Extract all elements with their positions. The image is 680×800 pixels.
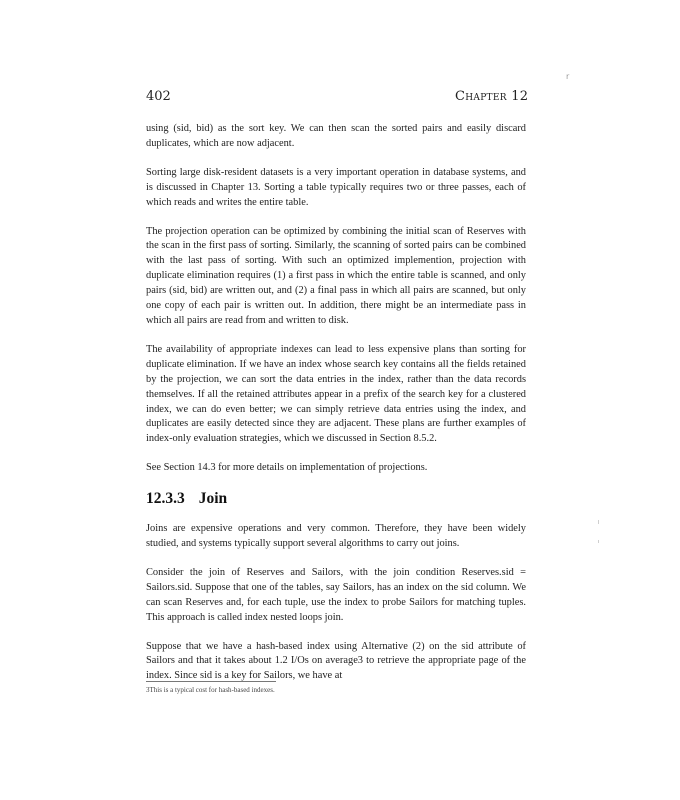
- footnote-rule: [146, 681, 276, 682]
- page-number: 402: [146, 89, 171, 104]
- section-heading: [146, 490, 526, 508]
- paragraph-sort-key: using (sid, bid) as the sort key. We can then scan the sorted pairs and easily discard duplicates, which are now adjacent.: [146, 123, 526, 149]
- chapter-header: Chapter 12: [455, 89, 529, 104]
- paragraph-joins: Joins are expensive operations and very common. Therefore, they have been widely studied, and systems typically support several algorithms to carry out joins.: [146, 523, 526, 550]
- scan-speck: [598, 540, 599, 543]
- paragraph-index-nested-loops: Consider the join of Reserves and Sailors, with the join condition Reserves.sid = Sailors.sid. Suppose that one of the tables, say Sailors, has an index on the sid column. We can scan Reserves and, for each tuple, use the index to probe Sailors for matching tuples. This approach is called index nested loops join.: [146, 566, 526, 623]
- footnote: 3This is a typical cost for hash-based indexes.: [146, 686, 275, 694]
- paragraph-projection: The projection operation can be optimized by combining the initial scan of Reserves with the scan in the first pass of sorting. Similarly, the scanning of sorted pairs can be combined with the last pass of sorting. With such an optimized implemention, projection with duplicate elimination requires (1) a first pass in which the entire table is scanned, and only pairs (sid, bid) are written out, and (2) a final pass in which all pairs are scanned, but only one copy of each pair is written out. In addition, there might be an intermediate pass in which all pairs are read from and written to disk.: [146, 225, 526, 326]
- paragraph-sorting: Sorting large disk-resident datasets is a very important operation in database systems, and is discussed in Chapter 13. Sorting a table typically requires two or three passes, each of which reads and writes the entire table.: [146, 166, 526, 208]
- page-body: [146, 122, 526, 698]
- paragraph-hash-index: Suppose that we have a hash-based index using Alternative (2) on the sid attribute of Sailors and that it takes about 1.2 I/Os on average3 to retrieve the appropriate page of the index. Since sid is a key for Sailors, we have at: [146, 640, 526, 682]
- section-title: Join: [198, 490, 228, 508]
- section-number: 12.3.3: [146, 490, 185, 508]
- margin-mark: r: [566, 72, 570, 81]
- scan-speck: [598, 520, 599, 524]
- paragraph-see-section: See Section 14.3 for more details on implementation of projections.: [146, 462, 428, 474]
- paragraph-indexes: The availability of appropriate indexes can lead to less expensive plans than sorting for duplicate elimination. If we have an index whose search key contains all the fields retained by the projection, we can sort the data entries in the index, rather than the data records themselves. If all the retained attributes appear in a prefix of the search key for a clustered index, we can do even better; we can simply retrieve data entries using the index, and duplicates are easily detected since they are adjacent. These plans are further examples of index-only evaluation strategies, which we discussed in Section 8.5.2.: [146, 343, 526, 445]
